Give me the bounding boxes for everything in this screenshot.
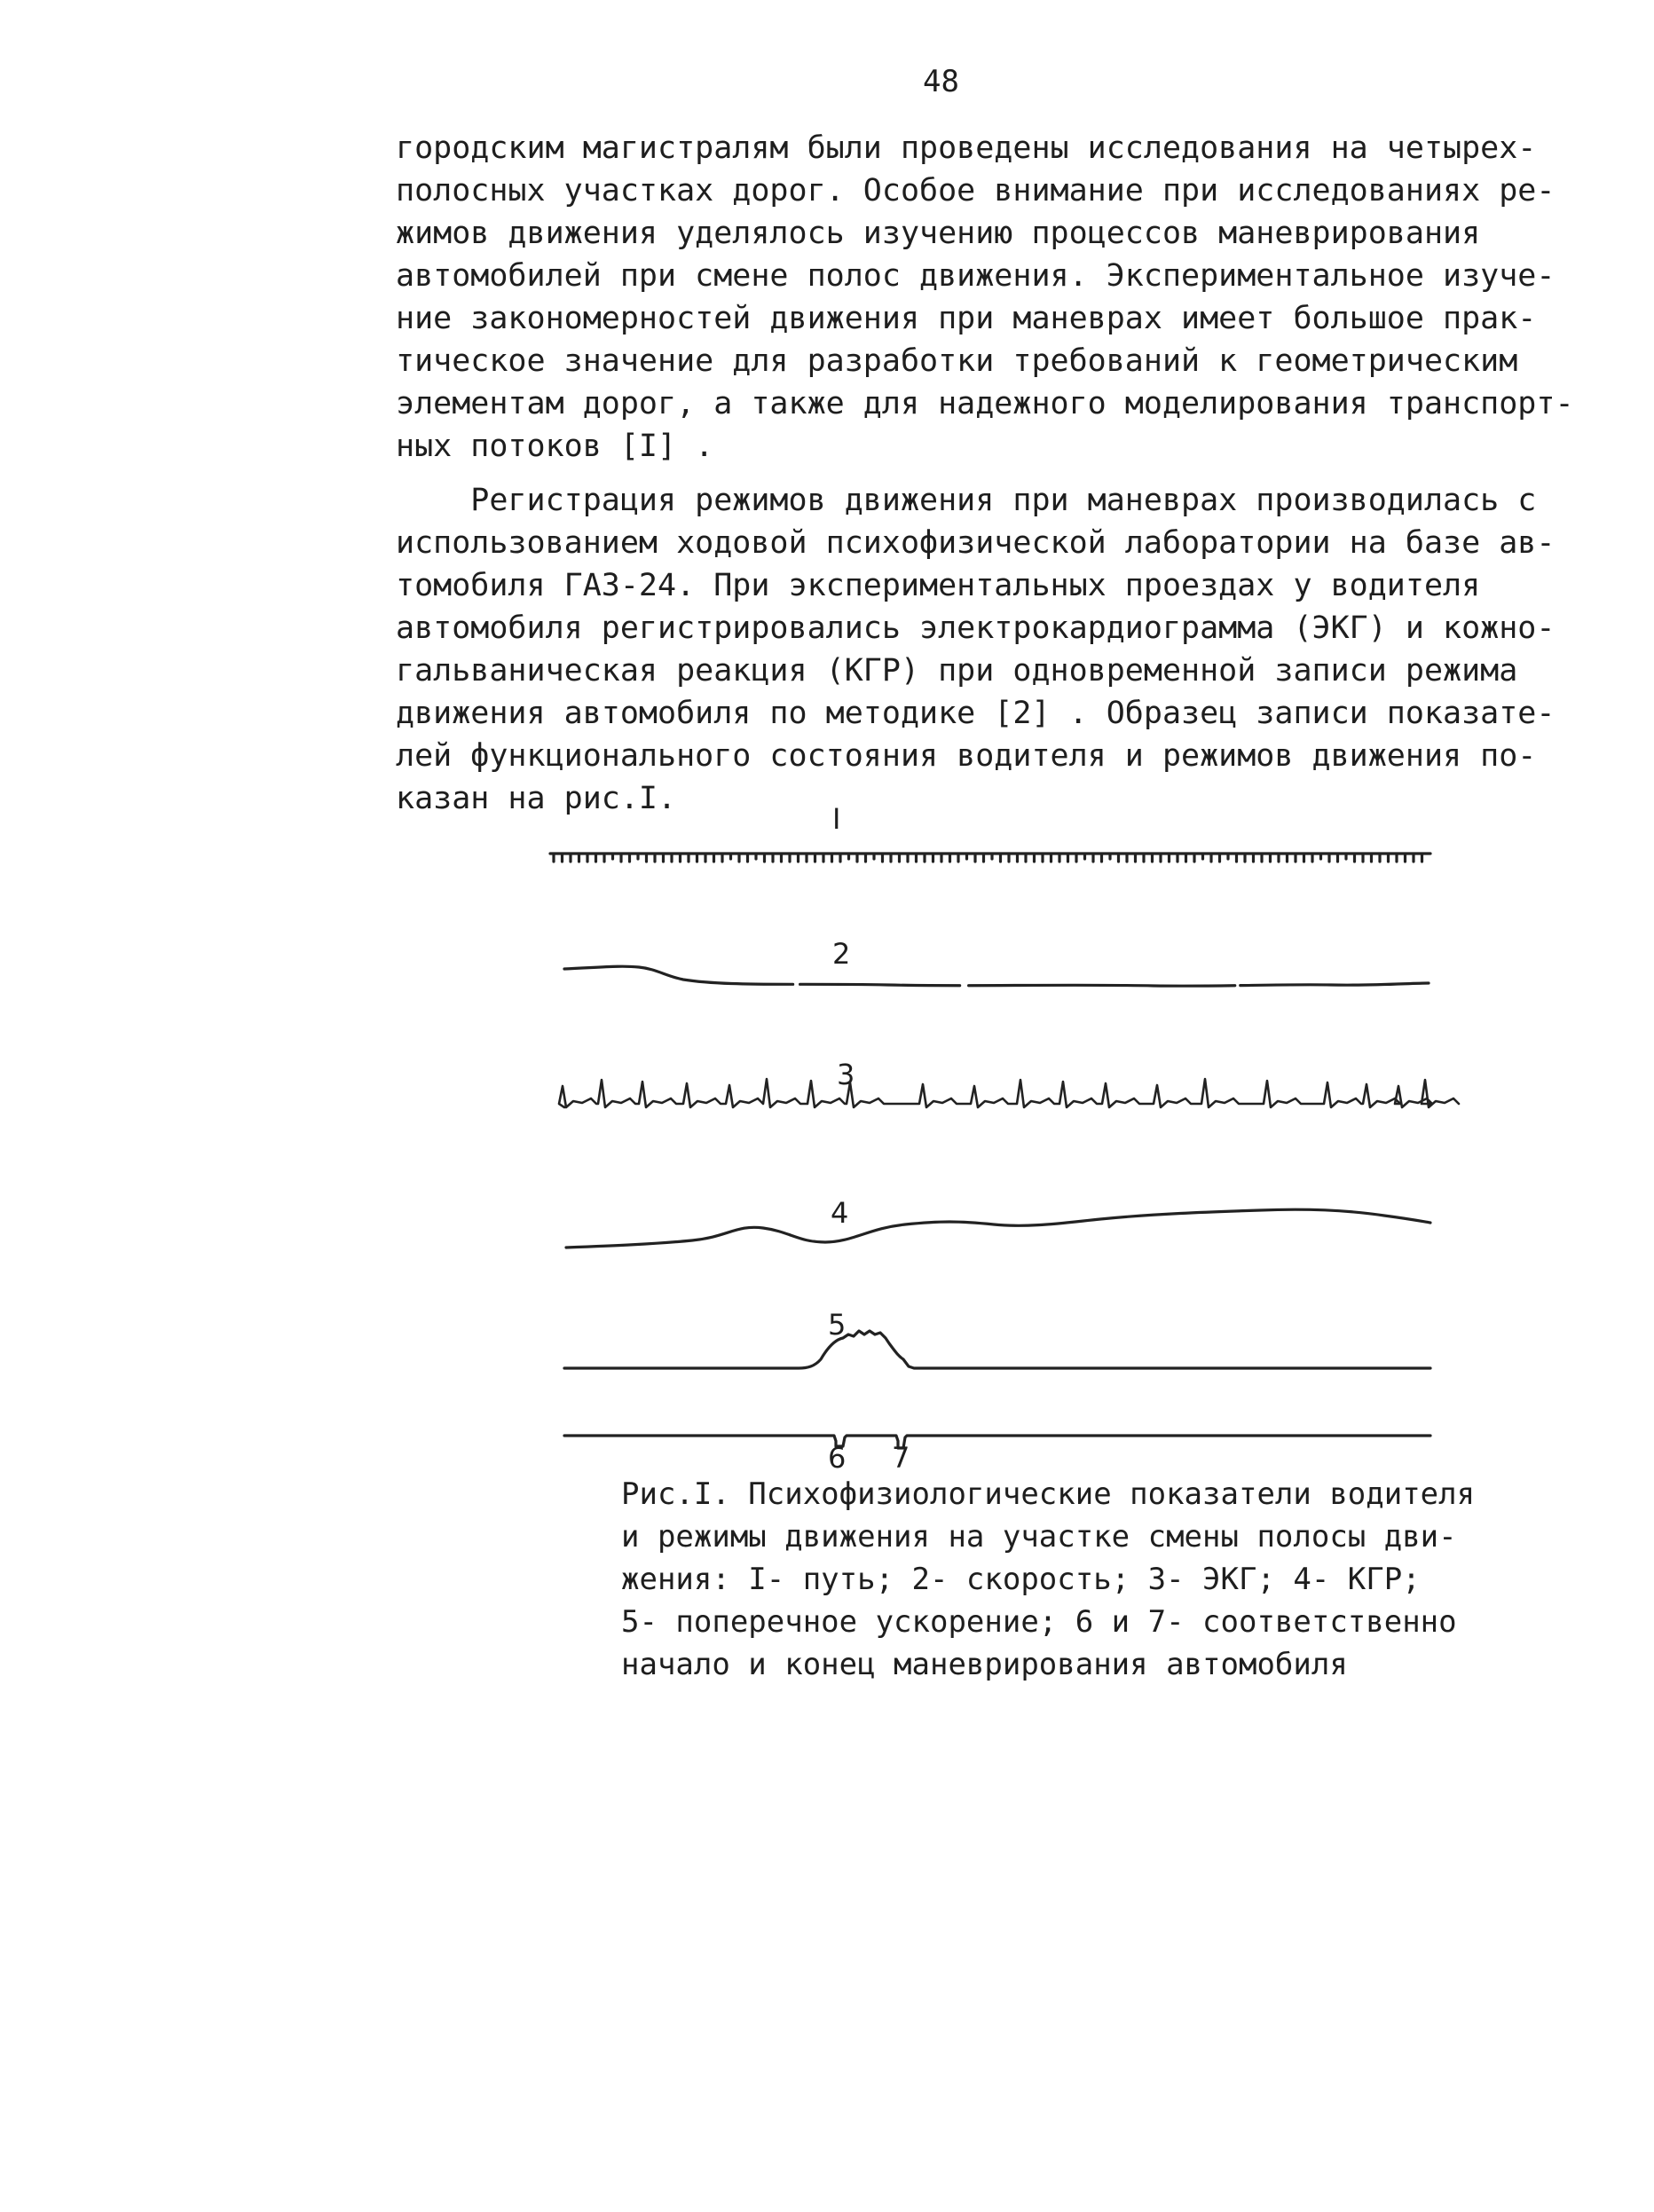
text-line: томобиля ГАЗ-24. При экспериментальных проездах у водителя [396, 568, 1481, 603]
trace-speed [564, 966, 1429, 986]
trace-label-2: 2 [832, 937, 851, 971]
text-line: автомобиля регистрировались электрокардиограмма (ЭКГ) и кожно- [396, 610, 1556, 646]
text-line: городским магистралям были проведены исследования на четырех- [396, 130, 1537, 166]
text-line: ние закономерностей движения при маневрах имеет большое прак- [396, 301, 1537, 336]
caption-line: жения: I- путь; 2- скорость; 3- ЭКГ; 4- КГР; [621, 1562, 1421, 1597]
figure-psychophysiological-traces [532, 799, 1473, 1500]
trace-lateral-acceleration [564, 1331, 1430, 1368]
text-line: полосных участках дорог. Особое внимание при исследованиях ре- [396, 173, 1556, 209]
text-line: ных потоков [I] . [396, 429, 714, 464]
trace-label-1: I [832, 802, 841, 836]
paragraph-1 [396, 127, 1574, 468]
trace-label-3: 3 [837, 1058, 855, 1091]
trace-maneuver-markers [564, 1436, 1430, 1448]
trace-gsr [566, 1209, 1430, 1248]
text-line: движения автомобиля по методике [2] . Образец записи показате- [396, 696, 1556, 731]
text-line: элементам дорог, а также для надежного моделирования транспорт- [396, 386, 1574, 421]
marker-label-7: 7 [892, 1441, 910, 1475]
text-line: казан на рис.I. [396, 781, 677, 816]
text-line: гальваническая реакция (КГР) при одновременной записи режима [396, 653, 1518, 689]
figure-caption [621, 1473, 1544, 1686]
marker-label-6: 6 [828, 1441, 847, 1475]
paragraph-2 [396, 479, 1556, 820]
trace-path [550, 854, 1430, 862]
caption-line: начало и конец маневрирования автомобиля [621, 1647, 1348, 1682]
caption-line: 5- поперечное ускорение; 6 и 7- соответственно [621, 1604, 1457, 1640]
figure-svg [532, 799, 1473, 1500]
trace-label-4: 4 [831, 1196, 849, 1230]
caption-line: Рис.I. Психофизиологические показатели водителя [621, 1476, 1476, 1512]
trace-label-5: 5 [828, 1308, 847, 1342]
text-line: лей функционального состояния водителя и режимов движения по- [396, 738, 1537, 774]
text-line: жимов движения уделялось изучению процессов маневрирования [396, 216, 1481, 251]
page-number: 48 [923, 64, 959, 99]
trace-ecg [559, 1079, 1459, 1107]
text-line: использованием ходовой психофизической лаборатории на базе ав- [396, 525, 1556, 561]
text-line: Регистрация режимов движения при маневрах производилась с [396, 483, 1537, 518]
text-line: автомобилей при смене полос движения. Экспериментальное изуче- [396, 258, 1556, 294]
caption-line: и режимы движения на участке смены полосы дви- [621, 1519, 1457, 1555]
text-line: тическое значение для разработки требований к геометрическим [396, 343, 1518, 379]
